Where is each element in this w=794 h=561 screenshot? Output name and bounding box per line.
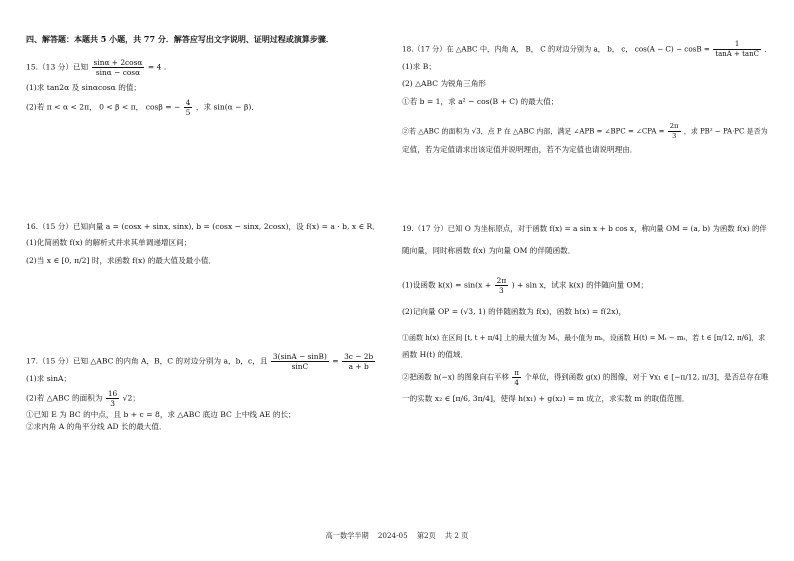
q18-sub1: ①若 b = 1，求 a² − cos(B + C) 的最大值； [402,97,559,106]
q17-head [26,352,376,371]
q17-part2-num: 16 [107,389,118,398]
q15-frac-den: sinα − cosα [95,68,141,77]
q19-sub1-cont: 函数 H(t) 的值域． [402,350,468,359]
q17-part2-frac [106,389,119,408]
q16-part2: (2)当 x ∈ [0, π/2] 时，求函数 f(x) 的最大值及最小值． [26,256,217,265]
q18-part1: (1)求 B； [402,62,436,71]
q17-part2-den: 3 [110,399,115,408]
q17-frac1 [271,352,329,371]
q17-eq: = [332,356,339,366]
q19-sub2 [402,368,768,387]
q18-head [402,40,771,59]
q17-label: 17.（15 分）已知 △ABC 的内角 A，B，C 的对边分别为 a，b，c，且 [26,356,268,366]
q15-fraction [92,58,145,77]
q18-sub2 [402,122,768,141]
q15-head [26,58,166,77]
q15-part2 [26,98,259,117]
q17-frac2-num: 3c − 2b [344,352,374,361]
q17-part2 [26,389,140,408]
q19-sub2-num: π [514,368,519,377]
q19-part1 [402,276,648,295]
q19-part1-frac [495,276,509,295]
q19-part1-den: 3 [499,286,504,295]
q18-sub2-pre: ②若 △ABC 的面积为 √3，点 P 在 △ABC 内部，满足 ∠APB = ∠BPC = ∠CPA = [402,127,665,136]
q18-frac-num: 1 [713,40,761,50]
q17-frac1-den: sinC [291,362,309,371]
q18-sub2-num: 2π [669,122,679,130]
q19-part1-pre: (1)设函数 k(x) = sin(x + [402,280,492,290]
q18-sub2-post: ，求 PB² − PA·PC 是否为 [683,127,768,136]
q18-head-pre: 18.（17 分）在 △ABC 中，内角 A， B， C 的对边分别为 a， b， c， cos(A − C) − cosB = [402,44,710,54]
q16-head: 16.（15 分）已知向量 a = (cosx + sinx, sinx), b = (cosx − sinx, 2cosx)，设 f(x) = a · b, x ∈ R． [26,222,380,231]
q15-eq: = 4 . [147,62,167,72]
q17-part2-post: √2； [122,393,140,403]
q18-part2: (2) △ABC 为锐角三角形 [402,79,487,88]
q17-frac1-num: 3(sinA − sinB) [272,352,327,361]
q19-sub2-den: 4 [514,378,519,387]
q19-sub2-frac [512,368,521,387]
q18-head-post: ． [764,44,772,54]
q18-frac-den: tanA + tanC [715,50,759,58]
q19-part1-num: 2π [496,276,507,285]
q15-part2-pre: (2)若 π < α < 2π， 0 < β < π， cosβ = − [26,102,181,112]
q15-part2-num: 4 [185,98,191,107]
q19-head-cont: 随向量，同时称函数 f(x) 为向量 OM 的伴随函数． [402,246,576,255]
q15-part1: (1)求 tan2α 及 sinαcosα 的值； [26,83,142,92]
q18-frac [713,40,761,59]
q19-head: 19.（17 分）已知 O 为坐标原点，对于函数 f(x) = a sin x + b cos x，称向量 OM = (a, b) 为函数 f(x) 的伴 [402,224,767,233]
q19-part2: (2)记向量 OP = (√3, 1) 的伴随函数为 f(x)，函数 h(x) = f(2x)， [402,307,627,316]
q19-sub1: ①函数 h(x) 在区间 [t, t + π/4] 上的最大值为 Mₜ，最小值为 mₜ，设函数 H(t) = Mₜ − mₜ，若 t ∈ [π/12, π/6]，求 [402,334,766,342]
q15-label: 15.（13 分）已知 [26,62,89,72]
q17-sub1: ①已知 E 为 BC 的中点，且 b + c = 8，求 △ABC 底边 BC 上中线 AE 的长； [26,410,296,419]
q19-sub2-cont: 一的实数 x₂ ∈ [π/6, 3π/4]，使得 h(x₁) + g(x₂) = m 成立，求实数 m 的取值范围． [402,394,690,403]
q17-sub2: ②求内角 A 的角平分线 AD 长的最大值． [26,422,167,431]
q18-sub2-frac [668,122,681,141]
q17-frac2 [342,352,375,371]
q15-part2-frac [184,98,193,117]
q17-part2-pre: (2)若 △ABC 的面积为 [26,393,103,403]
q17-part1: (1)求 sinA； [26,374,72,383]
q19-sub2-post: 个单位，得到函数 g(x) 的图像，对于 ∀x₁ ∈ [−π/12, π/3]，是否总存在唯 [524,372,769,382]
q15-frac-num: sinα + 2cosα [93,58,143,67]
q15-part2-den: 5 [185,108,191,117]
q19-sub2-pre: ②把函数 h(−x) 的图象向右平移 [402,372,509,382]
q18-sub2-cont: 定值，若为定值请求出该定值并说明理由，若不为定值也请说明理由． [402,145,638,154]
q19-part1-post: ) + sin x，试求 k(x) 的伴随向量 OM； [511,280,649,290]
page-footer: 高一数学半期 2024-05 第2页 共 2 页 [325,531,469,540]
q16-part1: (1)化简函数 f(x) 的解析式并求其单调递增区间； [26,238,192,247]
section-title: 四、解答题：本题共 5 小题，共 77 分．解答应写出文字说明、证明过程或演算步骤． [26,34,334,44]
q17-frac2-den: a + b [348,362,369,371]
q15-part2-post: ，求 sin(α − β)． [195,102,259,112]
q18-sub2-den: 3 [671,132,677,140]
